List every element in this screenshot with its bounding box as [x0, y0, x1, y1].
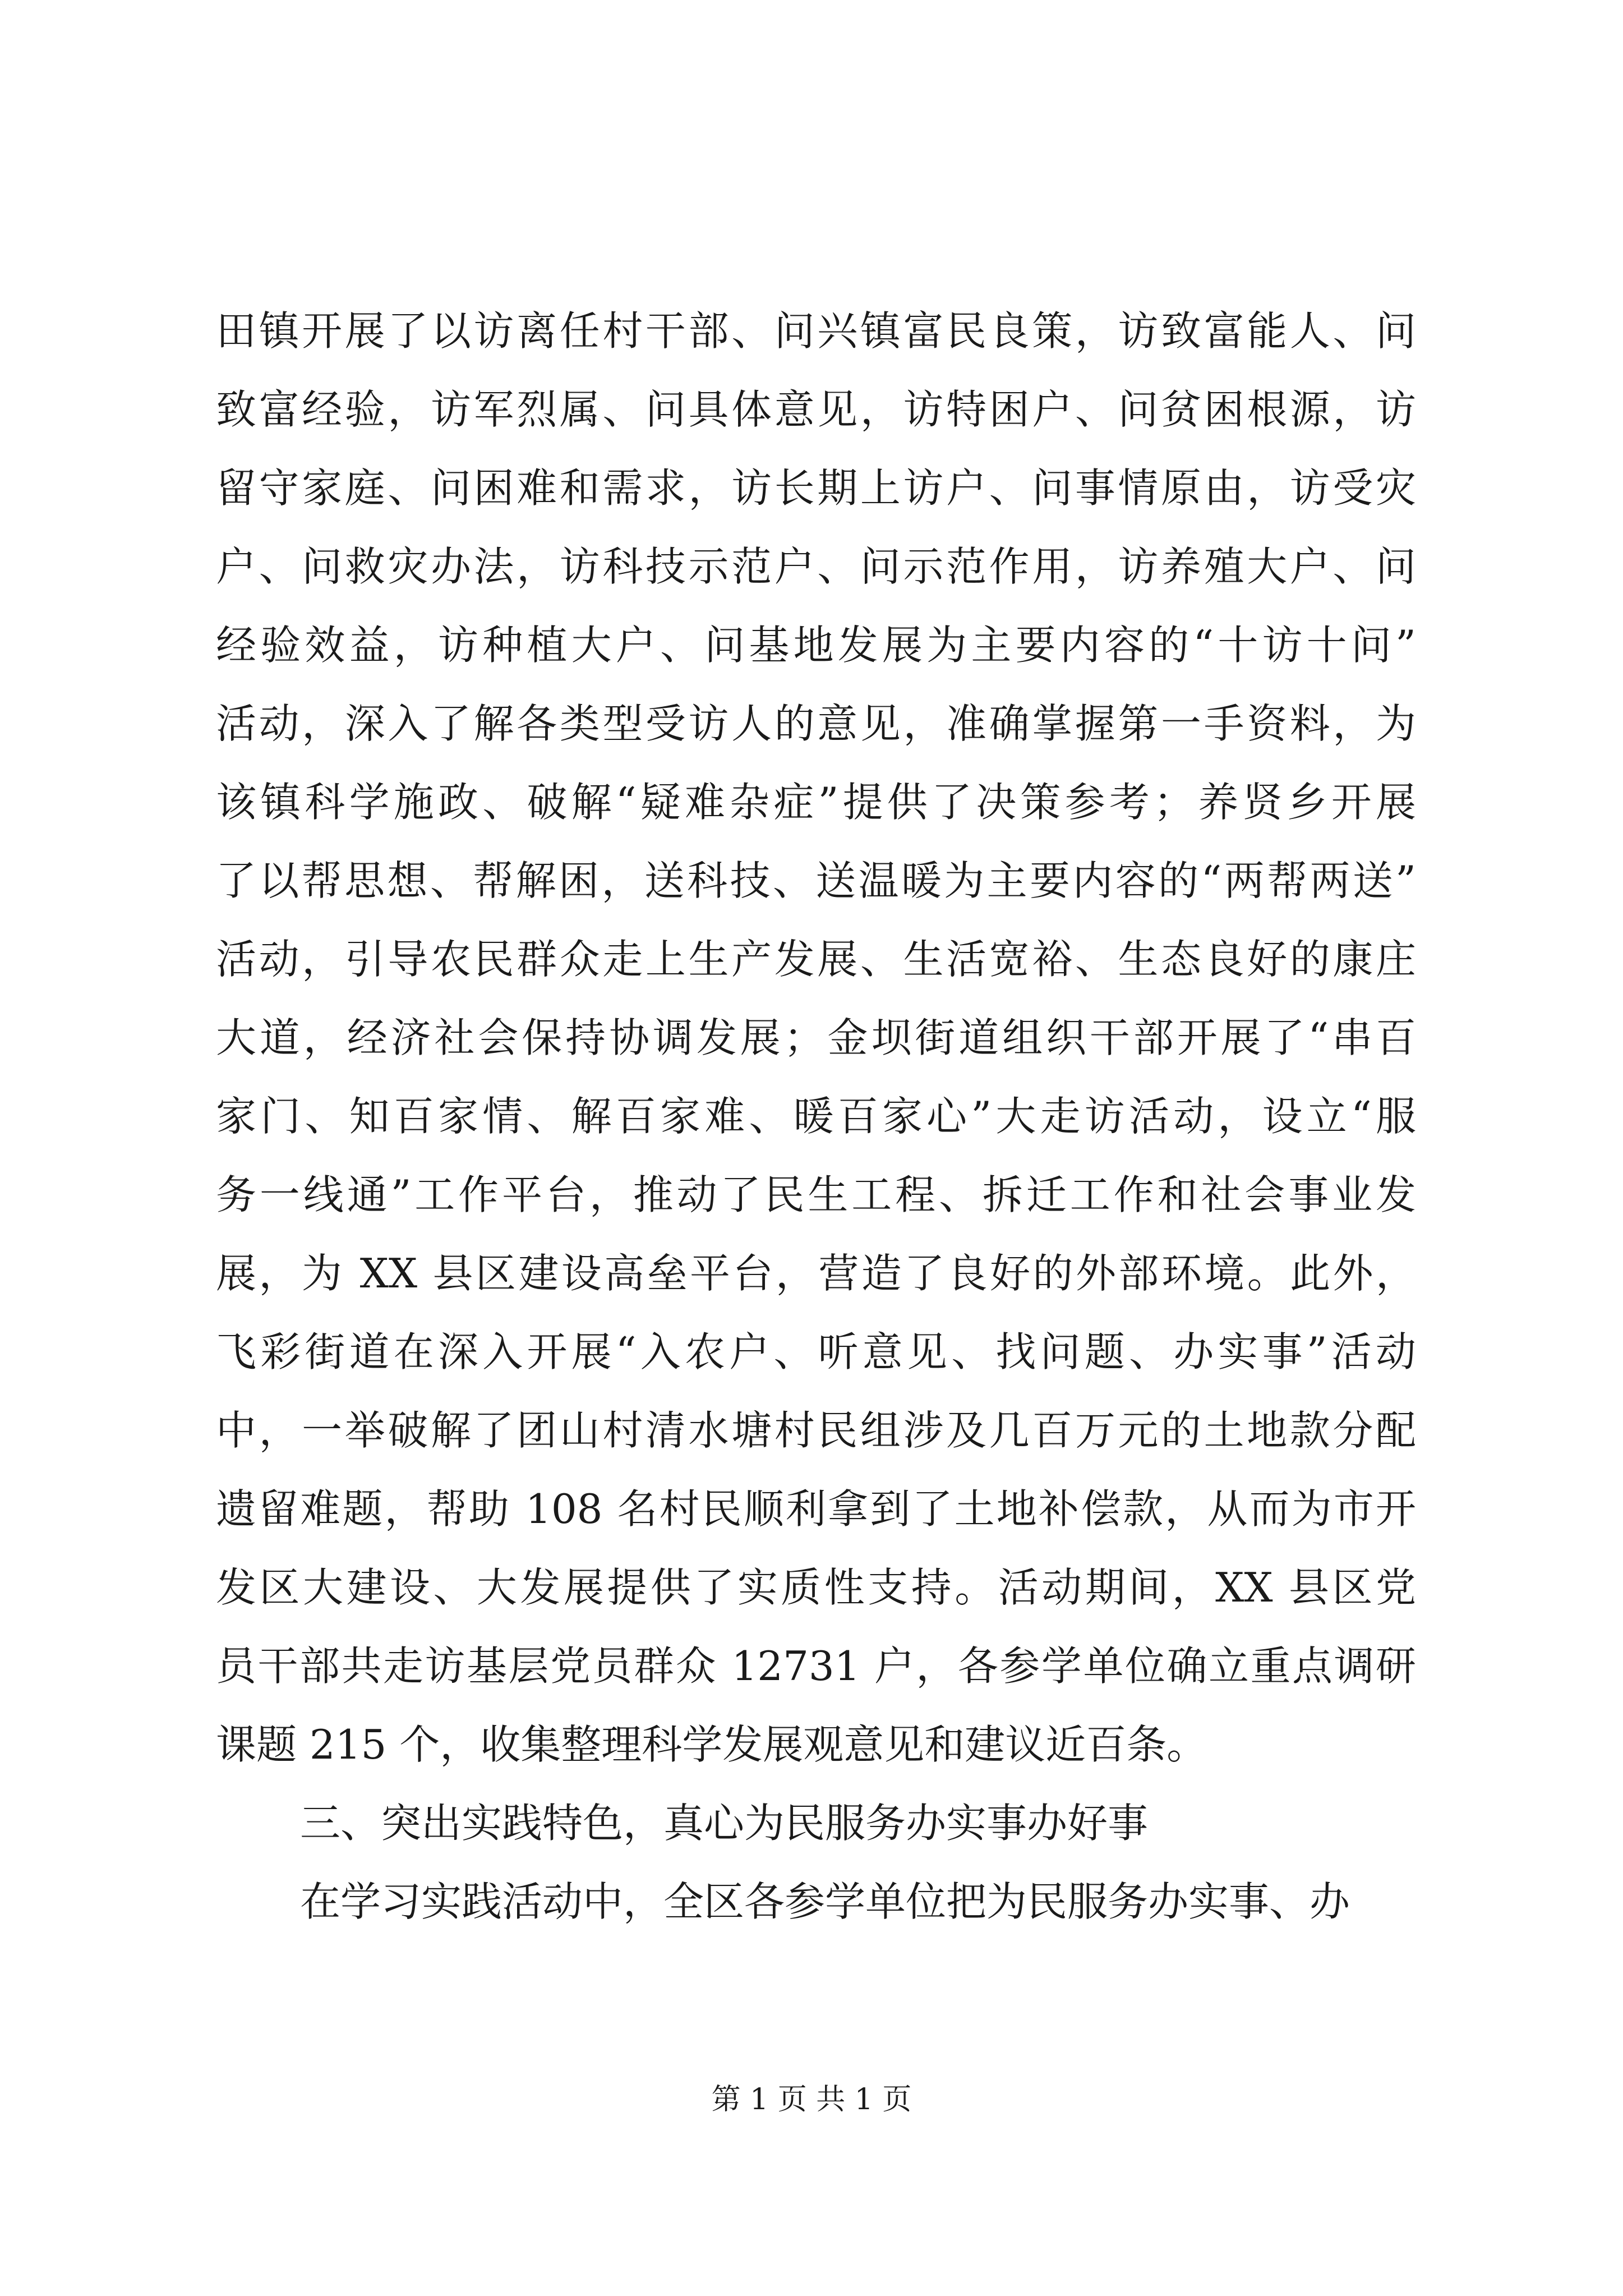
text-line: 经验效益，访种植大户、问基地发展为主要内容的“十访十问” — [216, 622, 1416, 669]
page-number-footer: 第 1 页 共 1 页 — [711, 2083, 912, 2116]
text-line: 在学习实践活动中，全区各参学单位把为民服务办实事、办 — [300, 1878, 1350, 1925]
text-line: 务一线通”工作平台，推动了民生工程、拆迁工作和社会事业发 — [216, 1171, 1416, 1218]
text-line: 飞彩街道在深入开展“入农户、听意见、找问题、办实事”活动 — [216, 1328, 1416, 1375]
body-text — [216, 292, 1416, 1941]
text-line: 户、问救灾办法，访科技示范户、问示范作用，访养殖大户、问 — [216, 543, 1416, 590]
text-line: 田镇开展了以访离任村干部、问兴镇富民良策，访致富能人、问 — [216, 307, 1416, 355]
text-line: 致富经验，访军烈属、问具体意见，访特困户、问贫困根源，访 — [216, 386, 1416, 433]
section-heading: 三、突出实践特色，真心为民服务办实事办好事 — [300, 1800, 1149, 1847]
text-line: 活动，引导农民群众走上生产发展、生活宽裕、生态良好的康庄 — [216, 936, 1416, 983]
text-line: 课题 215 个，收集整理科学发展观意见和建议近百条。 — [216, 1721, 1207, 1768]
text-line: 发区大建设、大发展提供了实质性支持。活动期间，XX 县区党 — [216, 1564, 1416, 1611]
text-line: 活动，深入了解各类型受访人的意见，准确掌握第一手资料，为 — [216, 700, 1416, 747]
text-line: 该镇科学施政、破解“疑难杂症”提供了决策参考；养贤乡开展 — [216, 779, 1416, 826]
text-line: 展，为 XX 县区建设高垒平台，营造了良好的外部环境。此外， — [216, 1250, 1416, 1297]
text-line: 留守家庭、问困难和需求，访长期上访户、问事情原由，访受灾 — [216, 464, 1416, 512]
text-line: 大道，经济社会保持协调发展；金坝街道组织干部开展了“串百 — [216, 1014, 1416, 1061]
text-line: 家门、知百家情、解百家难、暖百家心”大走访活动，设立“服 — [216, 1093, 1416, 1140]
text-line: 中，一举破解了团山村清水塘村民组涉及几百万元的土地款分配 — [216, 1407, 1416, 1454]
text-line: 遗留难题，帮助 108 名村民顺利拿到了土地补偿款，从而为市开 — [216, 1485, 1416, 1533]
text-line: 员干部共走访基层党员群众 12731 户，各参学单位确立重点调研 — [216, 1642, 1416, 1690]
text-line: 了以帮思想、帮解困，送科技、送温暖为主要内容的“两帮两送” — [216, 857, 1416, 904]
